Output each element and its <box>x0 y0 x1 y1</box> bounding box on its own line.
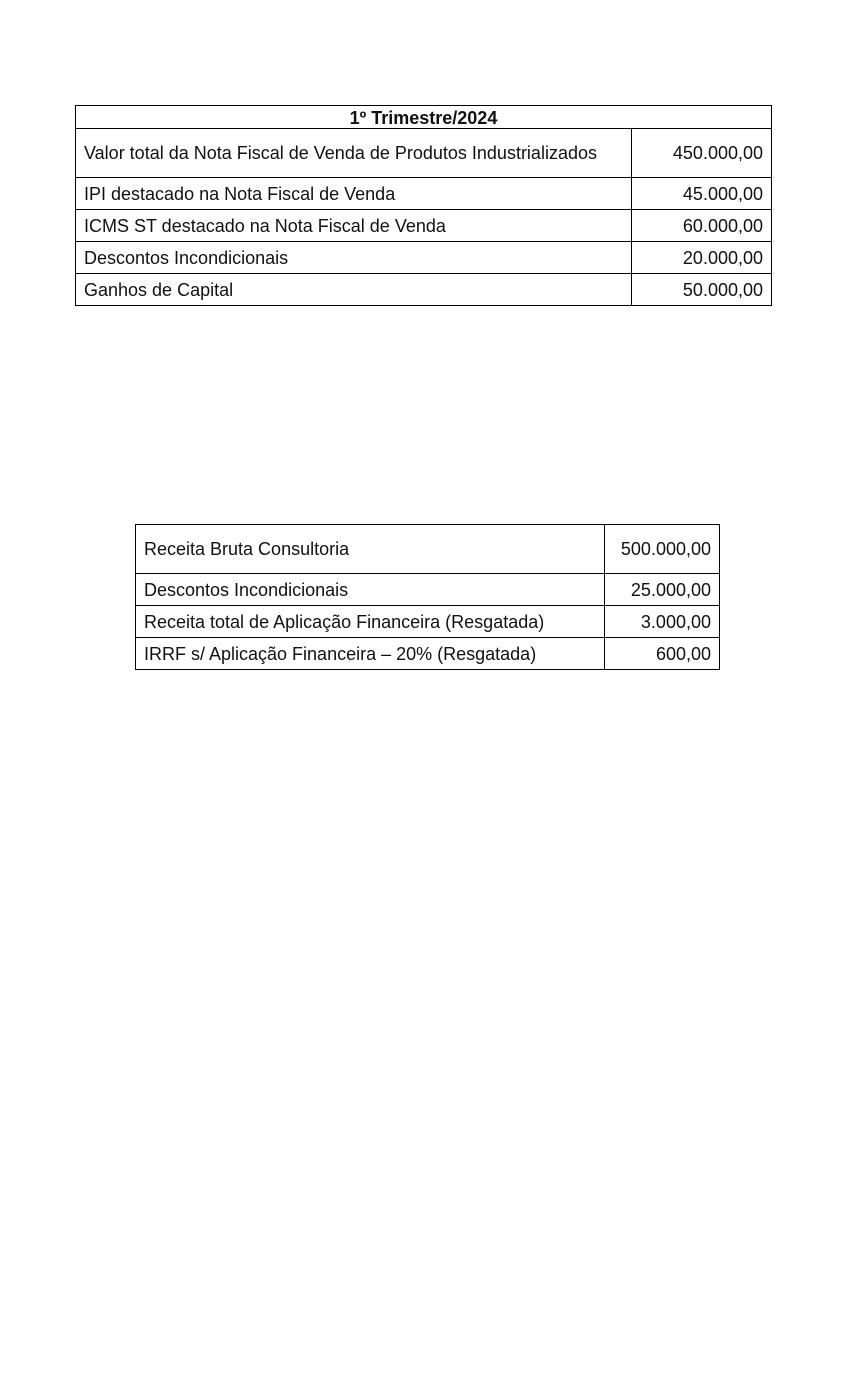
row-label: Descontos Incondicionais <box>136 574 605 606</box>
table-row <box>136 574 720 606</box>
row-label: Receita total de Aplicação Financeira (Resgatada) <box>136 606 605 638</box>
table-title: 1º Trimestre/2024 <box>76 106 772 129</box>
row-value: 60.000,00 <box>632 210 772 242</box>
row-value: 50.000,00 <box>632 274 772 306</box>
row-value: 600,00 <box>605 638 720 670</box>
row-label: IPI destacado na Nota Fiscal de Venda <box>76 178 632 210</box>
quarterly-sales-table <box>75 105 772 306</box>
row-label: IRRF s/ Aplicação Financeira – 20% (Resgatada) <box>136 638 605 670</box>
row-label: Ganhos de Capital <box>76 274 632 306</box>
row-value: 3.000,00 <box>605 606 720 638</box>
row-label: ICMS ST destacado na Nota Fiscal de Venda <box>76 210 632 242</box>
consulting-revenue-table <box>135 524 720 670</box>
table-row <box>76 242 772 274</box>
row-value: 450.000,00 <box>632 129 772 178</box>
table-row <box>76 178 772 210</box>
table-row <box>136 525 720 574</box>
row-value: 45.000,00 <box>632 178 772 210</box>
row-label: Receita Bruta Consultoria <box>136 525 605 574</box>
row-value: 25.000,00 <box>605 574 720 606</box>
row-label: Valor total da Nota Fiscal de Venda de Produtos Industrializados <box>76 129 632 178</box>
table-row <box>136 606 720 638</box>
row-label: Descontos Incondicionais <box>76 242 632 274</box>
table-header-row <box>76 106 772 129</box>
table-row <box>76 274 772 306</box>
row-value: 500.000,00 <box>605 525 720 574</box>
row-value: 20.000,00 <box>632 242 772 274</box>
table-row <box>76 210 772 242</box>
table-row <box>136 638 720 670</box>
table-row <box>76 129 772 178</box>
